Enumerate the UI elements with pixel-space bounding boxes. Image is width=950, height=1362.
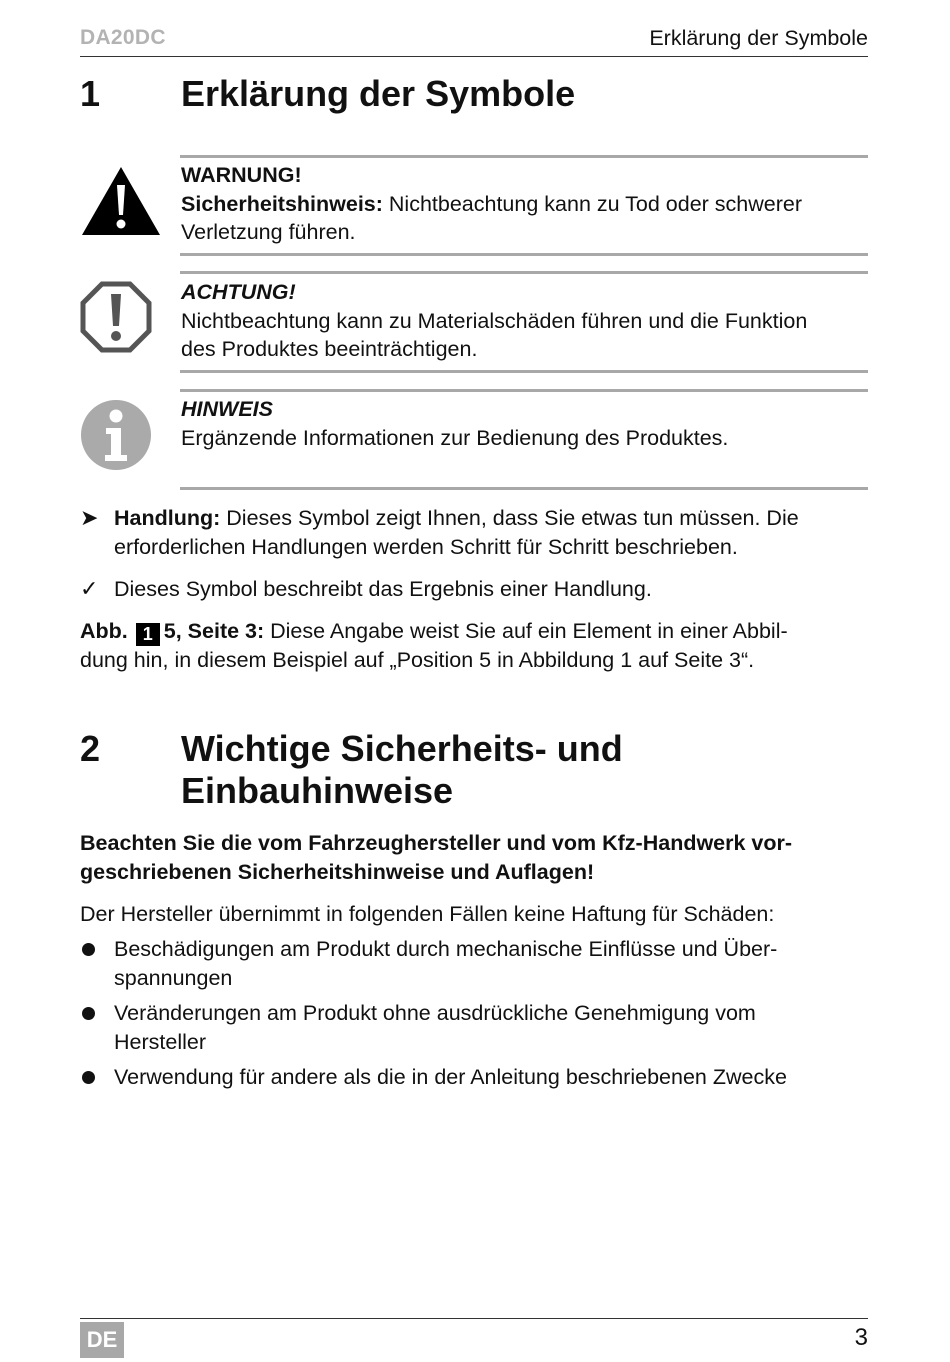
warning-bottom-rule	[180, 253, 868, 256]
figure-ref-lead2: 5, Seite 3:	[163, 619, 265, 643]
note-bottom-rule	[180, 487, 868, 490]
header-section: Erklärung der Symbole	[649, 26, 868, 50]
section2-title-line2: Einbauhinweise	[181, 770, 454, 811]
figure-reference	[80, 617, 870, 675]
section2-title	[181, 728, 623, 812]
list-item	[114, 999, 869, 1056]
caution-title: ACHTUNG!	[181, 280, 296, 304]
warning-block	[181, 161, 871, 247]
bullet3-line1: Verwendung für andere als die in der Anleitung beschriebenen Zwecke	[114, 1065, 787, 1089]
note-block	[181, 395, 871, 452]
caution-line2: des Produktes beeinträchtigen.	[181, 337, 478, 361]
bold-note-line2: geschriebenen Sicherheitshinweise und Auflagen!	[80, 859, 595, 884]
section2-number: 2	[80, 728, 101, 769]
bullet-dot-icon	[82, 1071, 95, 1084]
info-circle-icon	[80, 399, 152, 471]
list-item	[114, 935, 869, 992]
section2-title-line1: Wichtige Sicherheits- und	[181, 728, 623, 769]
warning-top-rule	[180, 155, 868, 158]
bullet1-line1: Beschädigungen am Produkt durch mechanische Einflüsse und Über-	[114, 937, 778, 961]
note-title: HINWEIS	[181, 397, 273, 421]
section2-bold-note	[80, 829, 870, 886]
octagon-exclamation-icon	[80, 281, 152, 353]
bullet-dot-icon	[82, 1007, 95, 1020]
section1-number: 1	[80, 73, 101, 114]
bold-note-line1: Beachten Sie die vom Fahrzeughersteller und vom Kfz-Handwerk vor-	[80, 831, 793, 855]
bullet2-line1: Veränderungen am Produkt ohne ausdrückliche Genehmigung vom	[114, 1001, 756, 1025]
note-top-rule	[180, 389, 868, 392]
action-lead: Handlung:	[114, 506, 221, 530]
warning-lead: Sicherheitshinweis:	[181, 191, 383, 216]
bullet-dot-icon	[82, 943, 95, 956]
list-item	[114, 1063, 869, 1092]
result-check-icon: ✓	[80, 576, 99, 601]
figure-ref-lead: Abb.	[80, 619, 128, 643]
caution-line1: Nichtbeachtung kann zu Materialschäden führen und die Funktion	[181, 308, 808, 333]
action-line2: erforderlichen Handlungen werden Schritt für Schritt beschrieben.	[114, 534, 738, 559]
caution-bottom-rule	[180, 370, 868, 373]
action-arrow-icon: ➤	[80, 505, 99, 530]
header-product: DA20DC	[80, 26, 166, 49]
warning-line2: Verletzung führen.	[181, 220, 356, 244]
warning-title: WARNUNG!	[181, 163, 302, 187]
caution-block	[181, 278, 871, 364]
action-text	[114, 504, 869, 561]
warning-triangle-icon	[80, 165, 162, 237]
footer-language-badge: DE	[80, 1322, 124, 1358]
result-text: Dieses Symbol beschreibt das Ergebnis einer Handlung.	[114, 577, 652, 601]
warning-line1-rest: Nichtbeachtung kann zu Tod oder schwerer	[382, 191, 803, 216]
figure-ref-line1	[80, 617, 870, 646]
caution-top-rule	[180, 271, 868, 274]
figure-ref-line1-rest: Diese Angabe weist Sie auf ein Element in einer Abbil-	[264, 619, 788, 643]
footer-page-number: 3	[854, 1324, 868, 1351]
bullet2-line2: Hersteller	[114, 1029, 206, 1054]
footer-rule	[80, 1318, 868, 1319]
section2-intro: Der Hersteller übernimmt in folgenden Fällen keine Haftung für Schäden:	[80, 902, 775, 926]
warning-line1	[181, 190, 871, 219]
action-line1	[114, 504, 869, 533]
action-line1-rest: Dieses Symbol zeigt Ihnen, dass Sie etwas tun müssen. Die	[220, 506, 799, 530]
figure-ref-line2: dung hin, in diesem Beispiel auf „Position 5 in Abbildung 1 auf Seite 3“.	[80, 648, 755, 672]
note-line1: Ergänzende Informationen zur Bedienung des Produktes.	[181, 425, 729, 450]
bullet1-line2: spannungen	[114, 965, 233, 990]
figure-number-badge: 1	[136, 623, 160, 646]
section1-title: Erklärung der Symbole	[181, 73, 576, 114]
header-rule	[80, 56, 868, 57]
